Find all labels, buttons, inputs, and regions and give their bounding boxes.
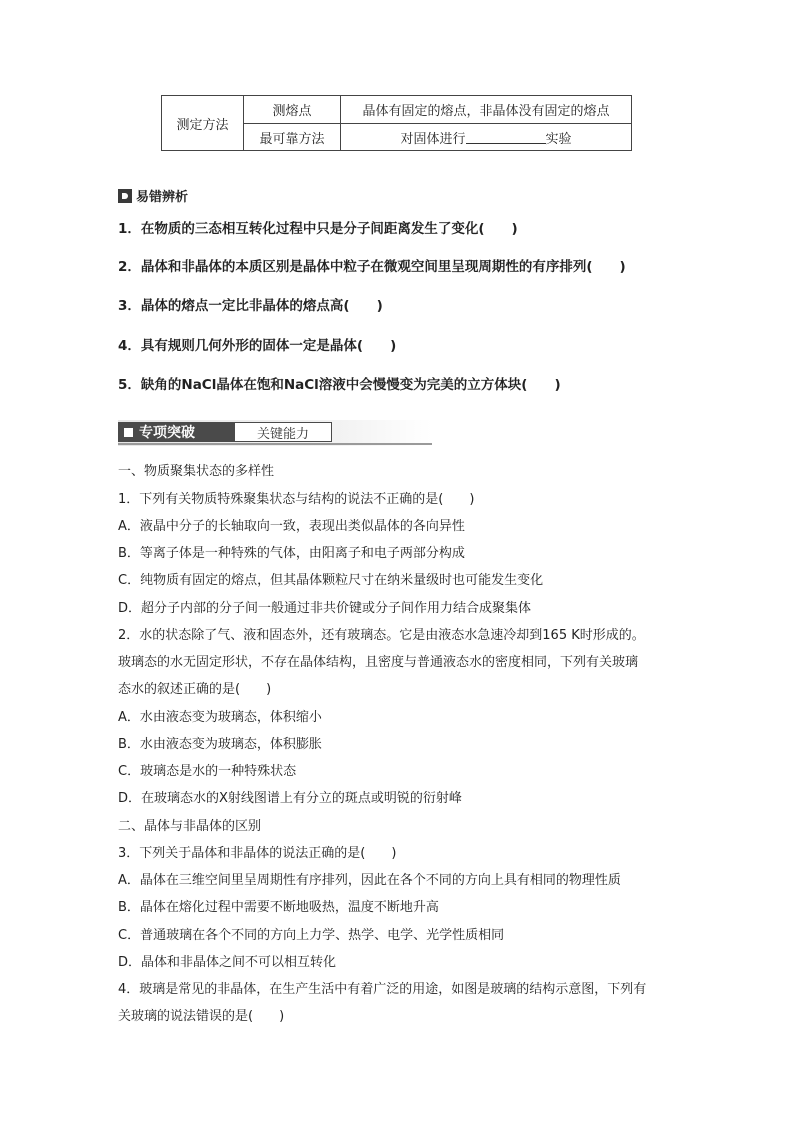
table-cell-desc-1: 晶体有固定的熔点，非晶体没有固定的熔点 [362,104,610,119]
table-row-header: 测定方法 [176,117,229,133]
error-item-1: 1．在物质的三态相互转化过程中只是分子间距离发生了变化( ) [118,221,518,237]
banner-rule [118,443,432,445]
subsection-heading: 一、物质聚集状态的多样性 [118,464,275,479]
error-item-5: 5．缺角的NaCl晶体在饱和NaCl溶液中会慢慢变为完美的立方体块( ) [118,377,561,393]
option-1b: B．等离子体是一种特殊的气体，由阳离子和电子两部分构成 [118,546,465,561]
question-2-line-1: 2．水的状态除了气、液和固态外，还有玻璃态。它是由液态水急速冷却到165 K时形成的。 [118,628,645,643]
section-marker-icon [118,189,132,203]
option-2d: D．在玻璃态水的X射线图谱上有分立的斑点或明锐的衍射峰 [118,791,462,806]
error-item-4: 4．具有规则几何外形的固体一定是晶体( ) [118,338,397,354]
special-topic-banner [118,420,432,446]
method-table [161,95,632,151]
fill-in-blank [466,131,546,144]
question-4-line-1: 4．玻璃是常见的非晶体，在生产生活中有着广泛的用途，如图是玻璃的结构示意图，下列有 [118,982,647,997]
error-analysis-heading [118,186,188,205]
banner-dark-label [118,422,234,442]
option-3b: B．晶体在熔化过程中需要不断地吸热，温度不断地升高 [118,900,439,915]
table-cell-label-2: 最可靠方法 [259,131,325,147]
banner-dark-text: 专项突破 [139,425,195,441]
option-1d: D．超分子内部的分子间一般通过非共价键或分子间作用力结合成聚集体 [118,601,532,616]
option-3c: C．普通玻璃在各个不同的方向上力学、热学、电学、光学性质相同 [118,928,505,943]
error-analysis-title: 易错辨析 [136,190,189,205]
banner-light-label: 关键能力 [234,422,332,442]
table-cell-label-1: 测熔点 [272,104,312,119]
error-item-2: 2．晶体和非晶体的本质区别是晶体中粒子在微观空间里呈现周期性的有序排列( ) [118,259,626,275]
square-icon [124,428,133,437]
desc-2-prefix: 对固体进行 [400,131,466,147]
question-2-line-2: 玻璃态的水无固定形状，不存在晶体结构，且密度与普通液态水的密度相同，下列有关玻璃 [118,655,639,670]
question-3: 3．下列关于晶体和非晶体的说法正确的是( ) [118,846,397,861]
question-1: 1．下列有关物质特殊聚集状态与结构的说法不正确的是( ) [118,492,475,507]
option-2c: C．玻璃态是水的一种特殊状态 [118,764,297,779]
question-2-line-3: 态水的叙述正确的是( ) [118,682,272,697]
option-2b: B．水由液态变为玻璃态，体积膨胀 [118,737,322,752]
subsection-heading: 二、晶体与非晶体的区别 [118,819,262,834]
option-1c: C．纯物质有固定的熔点，但其晶体颗粒尺寸在纳米量级时也可能发生变化 [118,573,544,588]
option-1a: A．液晶中分子的长轴取向一致，表现出类似晶体的各向异性 [118,519,465,534]
desc-2-suffix: 实验 [545,131,572,147]
option-3a: A．晶体在三维空间里呈周期性有序排列，因此在各个不同的方向上具有相同的物理性质 [118,873,621,888]
error-item-3: 3．晶体的熔点一定比非晶体的熔点高( ) [118,298,383,314]
question-4-line-2: 关玻璃的说法错误的是( ) [118,1009,285,1024]
table-cell-desc-2 [341,124,631,150]
option-3d: D．晶体和非晶体之间不可以相互转化 [118,955,337,970]
option-2a: A．水由液态变为玻璃态，体积缩小 [118,710,322,725]
